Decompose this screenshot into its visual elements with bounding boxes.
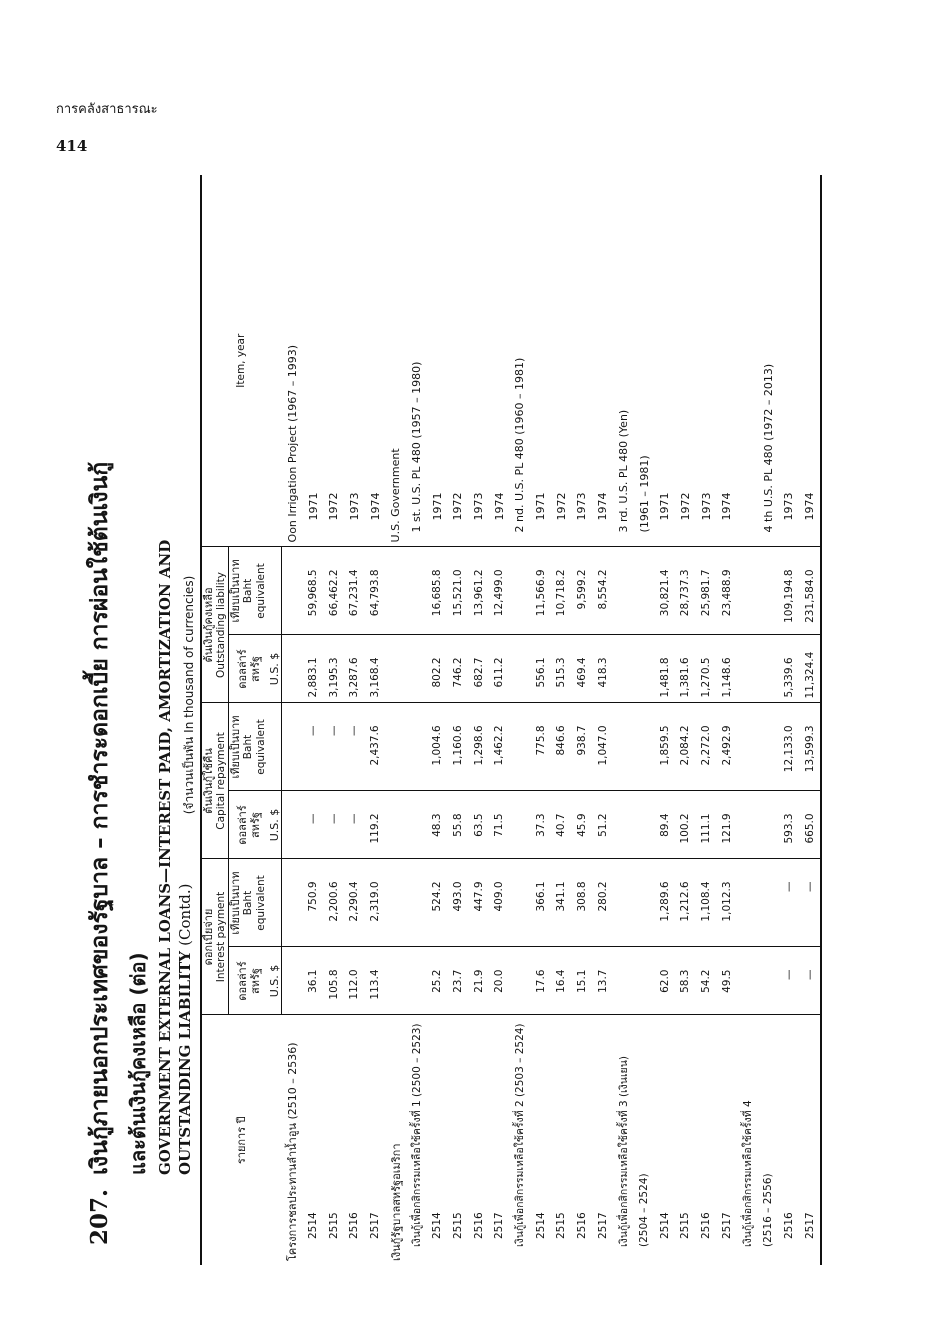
table-cell: 49.5 (716, 947, 737, 1015)
table-cell: 9,599.2 (572, 547, 593, 635)
table-cell: 341.1 (551, 859, 572, 947)
item-label-english: 1971 (654, 175, 675, 547)
table-cell: 3,287.6 (344, 635, 365, 703)
table-cell: 10,718.2 (551, 547, 572, 635)
table-cell: 15,521.0 (448, 547, 469, 635)
table-cell: 2,492.9 (716, 703, 737, 791)
table-cell: 37.3 (530, 791, 551, 859)
table-cell (385, 791, 406, 859)
item-label-english: 1971 (303, 175, 324, 547)
table-cell: — (799, 859, 821, 947)
table-number: 207. (86, 1188, 113, 1245)
item-label-thai: 2515 (555, 1212, 568, 1239)
item-label-thai: 2516 (782, 1212, 795, 1239)
col-capital-baht: เทียบเป็นบาท Baht equivalent (229, 703, 269, 791)
table-cell: 58.3 (675, 947, 696, 1015)
table-cell: — (303, 791, 324, 859)
table-cell: 366.1 (530, 859, 551, 947)
table-cell: 71.5 (489, 791, 510, 859)
table-cell: 1,047.0 (592, 703, 613, 791)
table-cell (406, 547, 427, 635)
table-cell (737, 547, 758, 635)
item-label-thai: (2516 – 2556) (762, 1173, 775, 1247)
col-interest-usd-unit: U.S. $ (268, 947, 282, 1015)
table-cell: 51.2 (592, 791, 613, 859)
item-label-english: 1973 (468, 175, 489, 547)
item-label-english: 3 rd. U.S. PL 480 (Yen) (613, 175, 634, 547)
table-row (427, 175, 448, 1265)
item-label-english: 1974 (716, 175, 737, 547)
table-cell (385, 635, 406, 703)
table-cell (634, 859, 655, 947)
item-label-thai: โครงการชลประทานลำน้ำอูน (2510 – 2536) (286, 1042, 300, 1261)
table-row (323, 175, 344, 1265)
item-label-english: Oon Irrigation Project (1967 – 1993) (282, 175, 303, 547)
table-row (489, 175, 510, 1265)
item-label-english: 1974 (365, 175, 386, 547)
table-cell (737, 703, 758, 791)
table-row (448, 175, 469, 1265)
table-cell: 802.2 (427, 635, 448, 703)
table-cell: 1,160.6 (448, 703, 469, 791)
table-cell: 2,084.2 (675, 703, 696, 791)
table-row (303, 175, 324, 1265)
table-cell: — (779, 947, 800, 1015)
item-label-thai: 2515 (451, 1212, 464, 1239)
table-cell: 1,108.4 (696, 859, 717, 947)
table-cell (510, 703, 531, 791)
item-header-english: Item, year (201, 175, 282, 547)
table-cell: — (344, 703, 365, 791)
table-cell: 1,381.6 (675, 635, 696, 703)
table-cell: 846.6 (551, 703, 572, 791)
item-label-thai: 2514 (534, 1212, 547, 1239)
table-row (530, 175, 551, 1265)
item-label-english: 1974 (592, 175, 613, 547)
table-cell: — (303, 703, 324, 791)
table-cell: — (344, 791, 365, 859)
table-cell (282, 547, 303, 635)
table-cell (758, 947, 779, 1015)
section-row (634, 175, 655, 1265)
title-english-line2: OUTSTANDING LIABILITY (176, 951, 194, 1175)
section-row (613, 175, 634, 1265)
table-cell (282, 859, 303, 947)
table-cell: 746.2 (448, 635, 469, 703)
item-label-english: 1 st. U.S. PL 480 (1957 – 1980) (406, 175, 427, 547)
table-row (572, 175, 593, 1265)
table-cell: 1,012.3 (716, 859, 737, 947)
table-cell: 3,168.4 (365, 635, 386, 703)
col-interest-baht: เทียบเป็นบาท Baht equivalent (229, 859, 269, 947)
table-cell: 2,319.0 (365, 859, 386, 947)
table-cell: 13.7 (592, 947, 613, 1015)
table-cell: 64,793.8 (365, 547, 386, 635)
item-label-thai: 2514 (307, 1212, 320, 1239)
table-title (82, 185, 194, 1245)
table-cell: 1,270.5 (696, 635, 717, 703)
table-cell (282, 791, 303, 859)
table-cell (385, 547, 406, 635)
table-cell: 15.1 (572, 947, 593, 1015)
group-header-interest: ดอกเบี้ยจ่าย Interest payment (201, 859, 229, 1015)
item-label-english: 1972 (675, 175, 696, 547)
table-cell (758, 791, 779, 859)
table-cell: 2,272.0 (696, 703, 717, 791)
table-cell: 556.1 (530, 635, 551, 703)
item-label-english: U.S. Government (385, 175, 406, 547)
item-label-english: 1972 (551, 175, 572, 547)
item-label-english: 1973 (572, 175, 593, 547)
table-row (716, 175, 737, 1265)
table-cell: 611.2 (489, 635, 510, 703)
table-cell (758, 859, 779, 947)
table-cell: 111.1 (696, 791, 717, 859)
item-label-thai: (2504 – 2524) (638, 1173, 651, 1247)
units-note: (จำนวนเป็นพัน In thousand of currencies) (182, 575, 196, 815)
table-cell: 280.2 (592, 859, 613, 947)
item-label-english: 1971 (530, 175, 551, 547)
table-cell: 12,133.0 (779, 703, 800, 791)
table-cell: 16,685.8 (427, 547, 448, 635)
item-label-thai: 2514 (431, 1212, 444, 1239)
table-cell (282, 703, 303, 791)
table-cell: 493.0 (448, 859, 469, 947)
item-label-thai: 2517 (493, 1212, 506, 1239)
table-cell: 16.4 (551, 947, 572, 1015)
table-cell (282, 635, 303, 703)
table-cell: 89.4 (654, 791, 675, 859)
table-cell: 20.0 (489, 947, 510, 1015)
section-row (406, 175, 427, 1265)
table-cell: 28,737.3 (675, 547, 696, 635)
item-label-thai: 2515 (327, 1212, 340, 1239)
item-label-thai: เงินกู้เพื่อกสิกรรมเหลือใช้ครั้งที่ 4 (741, 1100, 754, 1247)
table-cell (510, 947, 531, 1015)
table-row (654, 175, 675, 1265)
item-label-thai: 2517 (596, 1212, 609, 1239)
item-label-thai: เงินกู้เพื่อกสิกรรมเหลือใช้ครั้งที่ 3 (เงินเยน) (617, 1056, 630, 1247)
table-cell (510, 547, 531, 635)
table-cell: 2,200.6 (323, 859, 344, 947)
table-cell: 8,554.2 (592, 547, 613, 635)
table-cell: 775.8 (530, 703, 551, 791)
table-cell (737, 791, 758, 859)
section-row (737, 175, 758, 1265)
item-header-thai: รายการ ปี (201, 1015, 282, 1265)
item-label-thai: 2516 (472, 1212, 485, 1239)
section-row (282, 175, 303, 1265)
table-cell: 2,290.4 (344, 859, 365, 947)
item-label-thai: 2517 (369, 1212, 382, 1239)
table-cell: 1,481.8 (654, 635, 675, 703)
table-row (468, 175, 489, 1265)
item-label-english: 1973 (779, 175, 800, 547)
item-label-thai: เงินกู้เพื่อกสิกรรมเหลือใช้ครั้งที่ 2 (2503 – 2524) (514, 1023, 527, 1247)
col-capital-usd-unit: U.S. $ (268, 791, 282, 859)
table-cell: 121.9 (716, 791, 737, 859)
table-cell: 23.7 (448, 947, 469, 1015)
table-cell: 418.3 (592, 635, 613, 703)
table-cell (385, 703, 406, 791)
table-cell (406, 947, 427, 1015)
table-cell (613, 547, 634, 635)
item-label-english: 1973 (696, 175, 717, 547)
table-cell: 59,968.5 (303, 547, 324, 635)
table-cell (406, 703, 427, 791)
table-cell (510, 791, 531, 859)
table-cell (406, 791, 427, 859)
table-cell: 524.2 (427, 859, 448, 947)
table-cell: 1,148.6 (716, 635, 737, 703)
title-contd: (Contd.) (176, 883, 194, 946)
item-label-english: 4 th U.S. PL 480 (1972 – 2013) (758, 175, 779, 547)
table-cell: 25,981.7 (696, 547, 717, 635)
table-cell: 67,231.4 (344, 547, 365, 635)
item-label-thai: เงินกู้เพื่อกสิกรรมเหลือใช้ครั้งที่ 1 (2500 – 2523) (410, 1023, 423, 1247)
table-cell (737, 947, 758, 1015)
table-cell: 45.9 (572, 791, 593, 859)
table-cell: 36.1 (303, 947, 324, 1015)
table-cell: 938.7 (572, 703, 593, 791)
table-row (551, 175, 572, 1265)
table-cell (385, 947, 406, 1015)
table-cell: 593.3 (779, 791, 800, 859)
table-cell (758, 547, 779, 635)
table-cell (613, 859, 634, 947)
table-cell: 447.9 (468, 859, 489, 947)
table-cell: — (779, 859, 800, 947)
table-cell: 119.2 (365, 791, 386, 859)
table-cell: 109,194.8 (779, 547, 800, 635)
item-label-thai: 2517 (720, 1212, 733, 1239)
table-cell: 55.8 (448, 791, 469, 859)
table-cell: 308.8 (572, 859, 593, 947)
table-row (592, 175, 613, 1265)
table-cell (737, 635, 758, 703)
table-cell: 409.0 (489, 859, 510, 947)
table-cell: 100.2 (675, 791, 696, 859)
item-label-thai: 2515 (679, 1212, 692, 1239)
table-cell: 113.4 (365, 947, 386, 1015)
table-cell (634, 791, 655, 859)
item-label-english (737, 175, 758, 547)
table-cell (613, 947, 634, 1015)
item-label-thai: 2517 (799, 1015, 821, 1265)
item-label-english: 1974 (489, 175, 510, 547)
item-label-english: 1971 (427, 175, 448, 547)
table-cell (634, 947, 655, 1015)
table-row (799, 175, 821, 1265)
table-cell: 750.9 (303, 859, 324, 947)
table-cell: 11,566.9 (530, 547, 551, 635)
table-body (282, 175, 821, 1265)
group-header-capital: ต้นเงินกู้ใช้คืน Capital repayment (201, 703, 229, 859)
section-category: การคลังสาธารณะ (56, 102, 158, 117)
table-cell (634, 547, 655, 635)
table-cell: 682.7 (468, 635, 489, 703)
table-cell: 2,437.6 (365, 703, 386, 791)
group-header-outstanding: ต้นเงินกู้คงเหลือ Outstanding liability (201, 547, 229, 703)
table-cell (613, 635, 634, 703)
item-label-english: 1974 (799, 175, 821, 547)
table-cell: 515.3 (551, 635, 572, 703)
page-number: 414 (56, 137, 88, 155)
table-cell: 54.2 (696, 947, 717, 1015)
table-cell: 3,195.3 (323, 635, 344, 703)
item-label-english: 1972 (323, 175, 344, 547)
item-label-english: 2 nd. U.S. PL 480 (1960 – 1981) (510, 175, 531, 547)
table-cell (406, 635, 427, 703)
table-cell: 11,324.4 (799, 635, 821, 703)
section-row (758, 175, 779, 1265)
table-cell (510, 859, 531, 947)
table-cell: 66,462.2 (323, 547, 344, 635)
item-label-thai: 2516 (348, 1212, 361, 1239)
table-cell: 21.9 (468, 947, 489, 1015)
table-cell: 231,584.0 (799, 547, 821, 635)
item-label-english: 1972 (448, 175, 469, 547)
table-cell: 1,859.5 (654, 703, 675, 791)
table-cell (406, 859, 427, 947)
table-cell (613, 791, 634, 859)
table-cell: 48.3 (427, 791, 448, 859)
section-row (510, 175, 531, 1265)
table-cell (634, 635, 655, 703)
item-label-thai: เงินกู้รัฐบาลสหรัฐอเมริกา (389, 1143, 403, 1261)
table-cell (758, 703, 779, 791)
page-header (56, 98, 158, 155)
table-row (365, 175, 386, 1265)
item-label-english: 1973 (344, 175, 365, 547)
table-cell: 63.5 (468, 791, 489, 859)
table-cell (282, 947, 303, 1015)
col-outstanding-usd-thai: ดอลล่าร์สหรัฐ (229, 635, 269, 703)
item-label-thai: 2516 (575, 1212, 588, 1239)
loans-table (200, 175, 822, 1265)
table-cell: 23,488.9 (716, 547, 737, 635)
table-cell (510, 635, 531, 703)
table-cell: 112.0 (344, 947, 365, 1015)
table-cell: 40.7 (551, 791, 572, 859)
item-label-thai: 2514 (658, 1212, 671, 1239)
table-cell: 1,212.6 (675, 859, 696, 947)
col-capital-usd-thai: ดอลล่าร์สหรัฐ (229, 791, 269, 859)
title-thai-line2: และต้นเงินกู้คงเหลือ (ต่อ) (126, 952, 150, 1175)
table-cell: 5,339.6 (779, 635, 800, 703)
item-label-thai: 2516 (700, 1212, 713, 1239)
table-cell: 13,599.3 (799, 703, 821, 791)
col-outstanding-baht: เทียบเป็นบาท Baht equivalent (229, 547, 269, 635)
table-cell: 1,289.6 (654, 859, 675, 947)
table-cell: 105.8 (323, 947, 344, 1015)
table-cell (385, 859, 406, 947)
table-cell: 17.6 (530, 947, 551, 1015)
table-cell: 13,961.2 (468, 547, 489, 635)
table-cell: 30,821.4 (654, 547, 675, 635)
table-cell: — (323, 791, 344, 859)
table-row (344, 175, 365, 1265)
section-row (385, 175, 406, 1265)
table-cell (758, 635, 779, 703)
rotated-table-page (52, 165, 852, 1265)
table-cell: 1,462.2 (489, 703, 510, 791)
table-row (675, 175, 696, 1265)
table-cell: 665.0 (799, 791, 821, 859)
table-cell: 25.2 (427, 947, 448, 1015)
col-outstanding-usd-unit: U.S. $ (268, 635, 282, 703)
table-row (779, 175, 800, 1265)
table-cell (613, 703, 634, 791)
table-cell: 1,004.6 (427, 703, 448, 791)
table-cell: 12,499.0 (489, 547, 510, 635)
table-cell: 1,298.6 (468, 703, 489, 791)
table-cell: — (323, 703, 344, 791)
table-cell: 2,883.1 (303, 635, 324, 703)
table-cell: 469.4 (572, 635, 593, 703)
table-row (696, 175, 717, 1265)
title-english-line1: GOVERNMENT EXTERNAL LOANS—INTEREST PAID, AMORTIZATION AND (156, 539, 174, 1175)
title-thai-line1: เงินกู้ภายนอกประเทศของรัฐบาล – การชำระดอกเบี้ย การผ่อนใช้ต้นเงินกู้ (87, 461, 113, 1175)
item-label-english: (1961 – 1981) (634, 175, 655, 547)
col-interest-usd-thai: ดอลล่าร์สหรัฐ (229, 947, 269, 1015)
table-cell (737, 859, 758, 947)
table-cell: — (799, 947, 821, 1015)
table-cell: 62.0 (654, 947, 675, 1015)
table-cell (634, 703, 655, 791)
